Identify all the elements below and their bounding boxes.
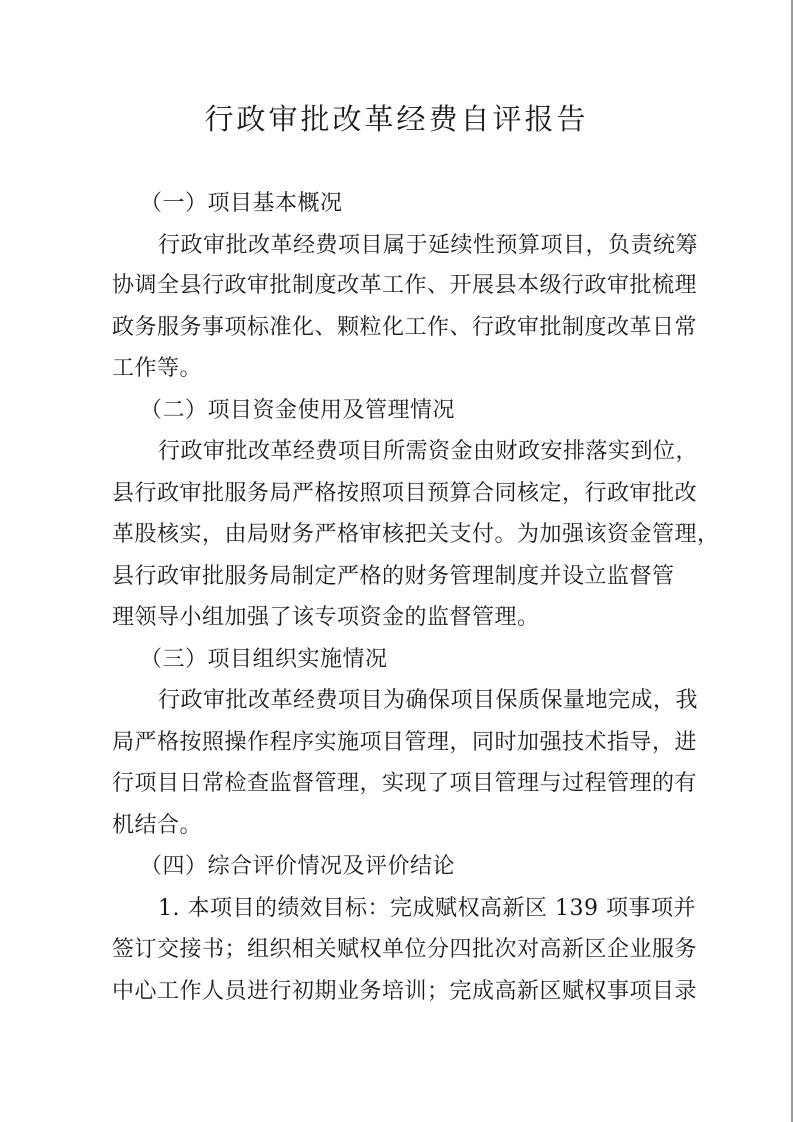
paragraph-line: 行项目日常检查监督管理，实现了项目管理与过程管理的有 bbox=[112, 771, 698, 796]
paragraph-line: 政务服务事项标准化、颗粒化工作、行政审批制度改革日常 bbox=[112, 315, 698, 340]
section-heading-2: （二）项目资金使用及管理情况 bbox=[140, 398, 456, 423]
paragraph-line: 中心工作人员进行初期业务培训；完成高新区赋权事项目录 bbox=[112, 979, 698, 1004]
paragraph-line: 革股核实，由局财务严格审核把关支付。为加强该资金管理， bbox=[112, 522, 720, 547]
paragraph-line: 1. 本项目的绩效目标：完成赋权高新区 139 项事项并 bbox=[158, 896, 696, 921]
paragraph-line: 理领导小组加强了该专项资金的监督管理。 bbox=[112, 605, 540, 630]
paragraph-line: 县行政审批服务局严格按照项目预算合同核定，行政审批改 bbox=[112, 481, 698, 506]
paragraph-line: 机结合。 bbox=[112, 813, 203, 838]
paragraph-line: 工作等。 bbox=[112, 356, 203, 381]
paragraph-line: 行政审批改革经费项目所需资金由财政安排落实到位， bbox=[158, 439, 699, 464]
section-heading-4: （四）综合评价情况及评价结论 bbox=[140, 854, 456, 879]
document-title: 行政审批改革经费自评报告 bbox=[204, 102, 589, 136]
paragraph-line: 协调全县行政审批制度改革工作、开展县本级行政审批梳理 bbox=[112, 273, 698, 298]
paragraph-line: 行政审批改革经费项目为确保项目保质保量地完成，我 bbox=[158, 688, 699, 713]
section-heading-1: （一）项目基本概况 bbox=[140, 191, 343, 216]
paragraph-line: 局严格按照操作程序实施项目管理，同时加强技术指导，进 bbox=[112, 730, 698, 755]
section-heading-3: （三）项目组织实施情况 bbox=[140, 647, 388, 672]
paragraph-line: 签订交接书；组织相关赋权单位分四批次对高新区企业服务 bbox=[112, 937, 698, 962]
paragraph-line: 行政审批改革经费项目属于延续性预算项目，负责统筹 bbox=[158, 233, 699, 258]
paragraph-line: 县行政审批服务局制定严格的财务管理制度并设立监督管 bbox=[112, 564, 675, 589]
